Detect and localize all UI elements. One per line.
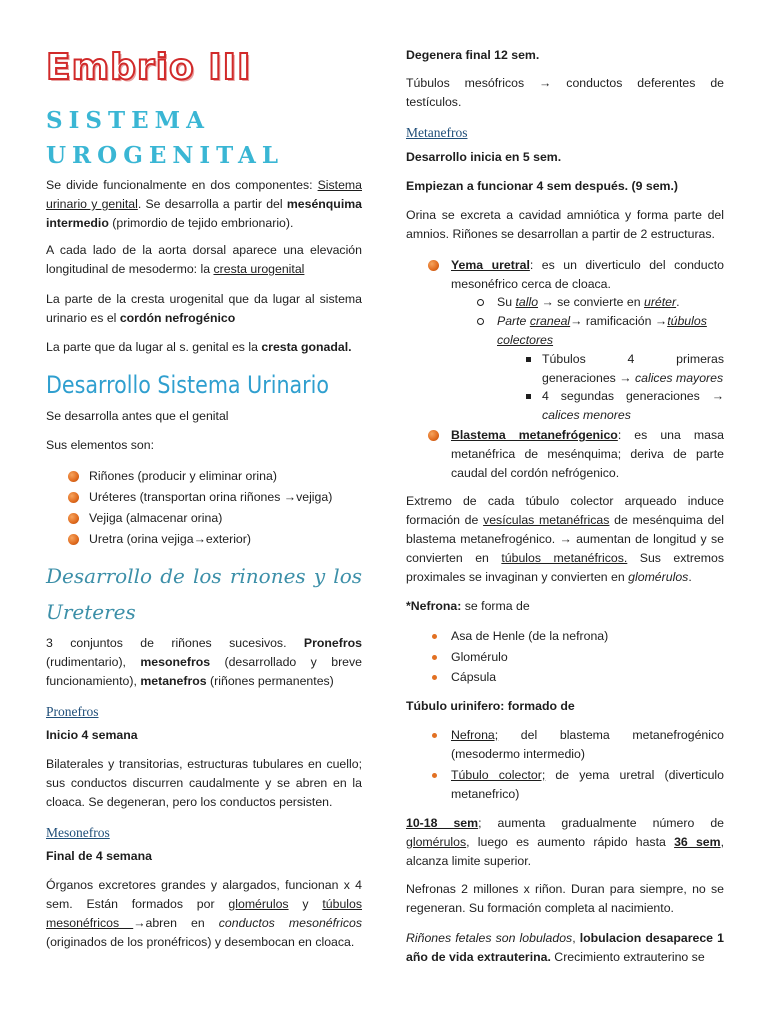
pronefros-description: Bilaterales y transitorias, estructuras tubulares en cuello; sus conductos discurren caudalmente y se abren en la cloaca. Se degeneran, pero los conductos persisten. — [46, 757, 362, 809]
extremo-paragraph: Extremo de cada túbulo colector arqueado induce formación de vesículas metanéfricas de mesénquima del blastema metanefrogénico. → aumentan de longitud y se convierten en túbulos metanéfricos. Sus extremos proximales se invaginan y convierten en glomérulos. — [406, 494, 724, 584]
cresta-gonadal-paragraph: La parte que da lugar al s. genital es la cresta gonadal. — [46, 340, 352, 354]
bullet-icon — [428, 260, 439, 271]
subsublist-item-primeras: Túbulos 4 primeras generaciones → calices mayores — [524, 350, 724, 388]
pronefros-start: Inicio 4 semana — [46, 728, 138, 742]
list-item: Glomérulo — [430, 648, 720, 667]
list-item: Vejiga (almacenar orina) — [68, 509, 358, 528]
bullet-icon — [428, 430, 439, 441]
bullet-icon — [68, 471, 79, 482]
bullet-icon — [432, 733, 437, 738]
bullet-icon — [432, 655, 437, 660]
list-item-yema-uretral: Yema uretral: es un diverticulo del conducto mesonéfrico cerca de cloaca. — [428, 256, 724, 294]
list-item: Cápsula — [430, 668, 720, 687]
fetales-paragraph: Riñones fetales son lobulados, lobulacion desaparece 1 año de vida extrauterina. Crecimiento extrauterino se — [406, 931, 724, 964]
subsublist-item-segundas: 4 segundas generaciones → calices menores — [524, 387, 724, 425]
nefrona-heading: *Nefrona: se forma de — [406, 599, 530, 613]
cordon-paragraph: La parte de la cresta urogenital que da lugar al sistema urinario es el cordón nefrogénico — [46, 292, 362, 325]
nefronas-paragraph: Nefronas 2 millones x riñon. Duran para siempre, no se regeneran. Su formación completa al nacimiento. — [406, 882, 724, 915]
heading-rinones-ureteres: Desarrollo de los rinones y los Ureteres — [46, 564, 362, 624]
list-item-nefrona: Nefrona; del blastema metanefrogénico (mesodermo intermedio) — [430, 726, 724, 764]
list-item: Riñones (producir y eliminar orina) — [68, 467, 358, 486]
list-item: Asa de Henle (de la nefrona) — [430, 627, 720, 646]
section-metanefros: Metanefros — [406, 125, 468, 140]
section-pronefros: Pronefros — [46, 704, 99, 719]
tubulos-mesofricos-text: Túbulos mesófricos → conductos deferentes de testículos. — [406, 76, 724, 109]
heading-desarrollo-urinario: Desarrollo Sistema Urinario — [46, 371, 330, 399]
orina-paragraph: Orina se excreta a cavidad amniótica y forma parte del amnios. Riñones se desarrollan a partir de 2 estructuras. — [406, 208, 724, 241]
list-item: Uréteres (transportan orina riñones →vejiga) — [68, 488, 358, 507]
bullet-icon — [432, 675, 437, 680]
antes-genital-text: Se desarrolla antes que el genital — [46, 409, 229, 423]
bullet-icon — [432, 634, 437, 639]
section-mesonefros: Mesonefros — [46, 825, 110, 840]
semanas-paragraph: 10-18 sem; aumenta gradualmente número de glomérulos, luego es aumento rápido hasta 36 sem, alcanza limite superior. — [406, 816, 725, 868]
mesonefros-description: Órganos excretores grandes y alargados, funcionan x 4 sem. Están formados por glomérulos y túbulos mesonéfricos →abren en conductos mesonéfricos (originados de los pronéfricos) y desembocan en cloaca. — [46, 878, 363, 949]
list-item: Uretra (orina vejiga→exterior) — [68, 530, 358, 549]
square-bullet-icon — [526, 394, 531, 399]
document-title: Embrio III — [46, 47, 252, 88]
list-item-blastema: Blastema metanefrógenico: es una masa metanéfrica de mesénquima; deriva de parte caudal del cordón nefrógenico. — [428, 426, 724, 483]
bullet-icon — [432, 773, 437, 778]
conjuntos-paragraph: 3 conjuntos de riñones sucesivos. Pronefros (rudimentario), mesonefros (desarrollado y breve funcionamiento), metanefros (riñones permanentes) — [46, 636, 362, 688]
metanefros-inicio: Desarrollo inicia en 5 sem. — [406, 150, 562, 164]
metanefros-funciona: Empiezan a funcionar 4 sem después. (9 sem.) — [406, 179, 678, 193]
bullet-icon — [68, 534, 79, 545]
mesonefros-end: Final de 4 semana — [46, 849, 152, 863]
elementos-text: Sus elementos son: — [46, 438, 155, 452]
subtitle-line-2: UROGENITAL — [46, 142, 285, 169]
subtitle-line-1: SISTEMA — [46, 107, 210, 134]
circle-bullet-icon — [477, 299, 484, 306]
circle-bullet-icon — [477, 318, 484, 325]
list-item-tubulo-colector: Túbulo colector; de yema uretral (diverticulo metanefrico) — [430, 766, 724, 804]
degenera-text: Degenera final 12 sem. — [406, 48, 540, 62]
intro-paragraph: Se divide funcionalmente en dos componentes: Sistema urinario y genital. Se desarrolla a partir del mesénquima intermedio (primordio de tejido embrionario). — [46, 178, 363, 230]
sublist-item-craneal: Parte craneal→ ramificación →túbulos colectores — [476, 312, 724, 350]
bullet-icon — [68, 513, 79, 524]
bullet-icon — [68, 492, 79, 503]
urinifero-heading: Túbulo urinifero: formado de — [406, 699, 575, 713]
square-bullet-icon — [526, 357, 531, 362]
sublist-item-tallo: Su tallo → se convierte en uréter. — [476, 293, 724, 312]
aorta-paragraph: A cada lado de la aorta dorsal aparece una elevación longitudinal de mesodermo: la cresta urogenital — [46, 243, 362, 276]
